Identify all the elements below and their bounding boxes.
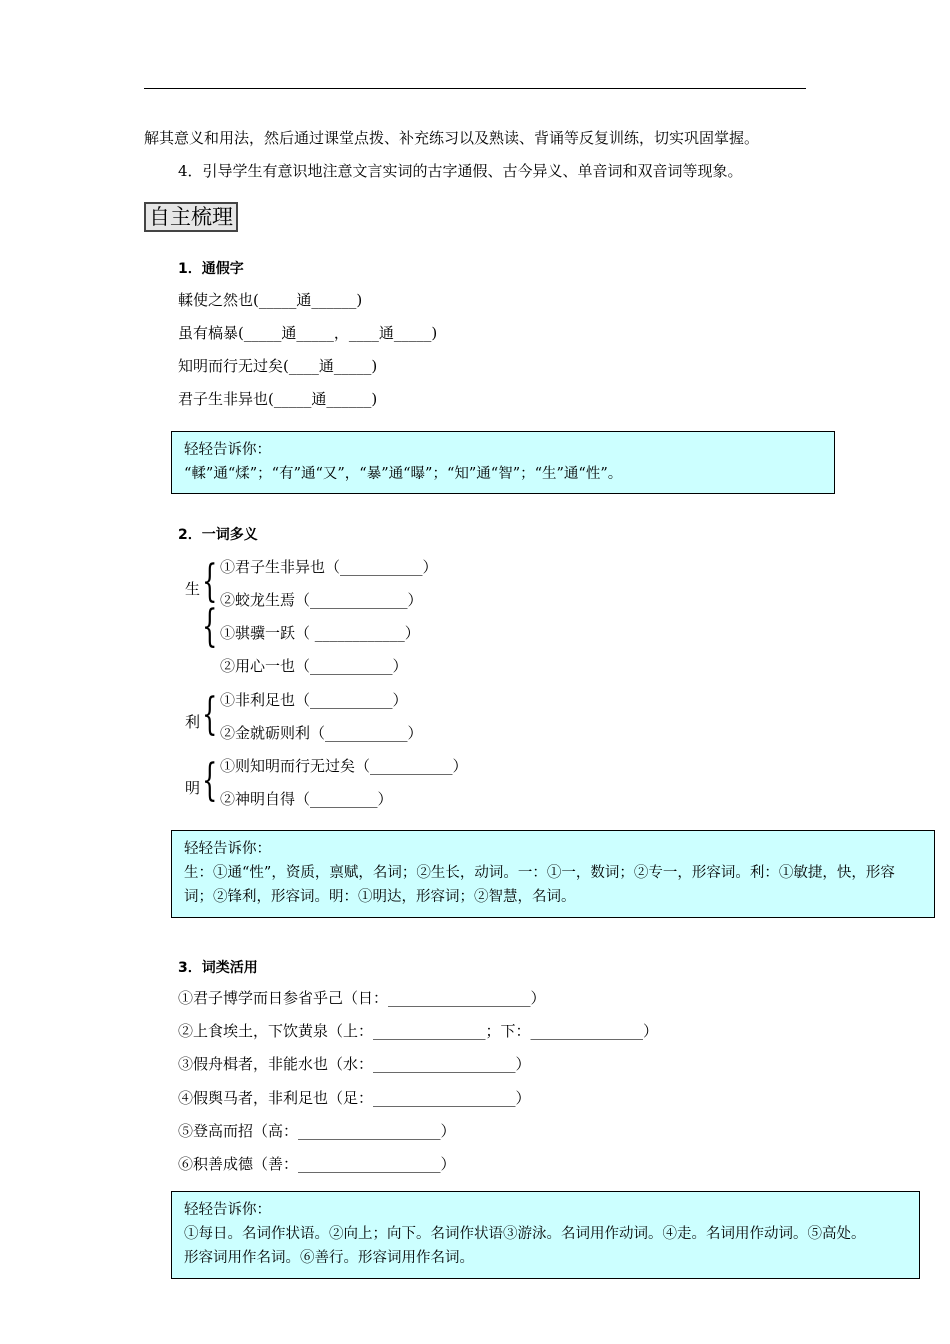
s2-heading: 2．一词多义 [178,527,258,543]
header-rule [144,88,806,89]
s3-item: ②上食埃土，下饮黄泉（上：_______________；下：_______________） [178,1022,659,1040]
brace-icon: { [202,755,218,806]
s3-item: ①君子博学而日参省乎己（日：___________________） [178,989,546,1007]
s1-item: 君子生非异也(_____通______) [178,390,378,408]
s3-item: ⑤登高而招（高：___________________） [178,1122,456,1140]
polysemy-item: ①骐骥一跃（ ____________） [220,624,420,642]
s1-item: 知明而行无过矣(____通_____) [178,357,378,375]
s1-item: 輮使之然也(_____通______) [178,291,363,309]
tip-line: 词；②锋利，形容词。明：①明达，形容词；②智慧，名词。 [184,889,576,905]
polysemy-item: ②神明自得（_________） [220,790,393,808]
polysemy-item: ①则知明而行无过矣（___________） [220,757,468,775]
tip-line: 形容词用作名词。⑥善行。形容词用作名词。 [184,1250,474,1266]
s1-tip-box [171,431,835,494]
intro-line-2: 4．引导学生有意识地注意文言实词的古字通假、古今异义、单音词和双音词等现象。 [178,162,743,180]
polysemy-item: ①非利足也（___________） [220,691,408,709]
polysemy-item: ②金就砺则利（___________） [220,724,423,742]
polysemy-item: ②用心一也（___________） [220,657,408,675]
s1-item: 虽有槁暴(_____通_____，____通_____) [178,324,438,342]
s3-item: ④假舆马者，非利足也（足：___________________） [178,1089,531,1107]
brace-icon: { [202,601,218,652]
polysemy-item: ①君子生非异也（___________） [220,558,438,576]
polysemy-word: 明 [185,779,201,797]
tip-line: “輮”通“煣”；“有”通“又”，“暴”通“曝”；“知”通“智”；“生”通“性”。 [184,466,623,482]
brace-icon: { [202,689,218,740]
s2-tip-box [171,830,935,918]
intro-line-1: 解其意义和用法，然后通过课堂点拨、补充练习以及熟读、背诵等反复训练，切实巩固掌握。 [144,129,760,147]
tip-title: 轻轻告诉你： [184,442,271,458]
s3-tip-box [171,1191,920,1279]
tip-title: 轻轻告诉你： [184,841,271,857]
s3-heading: 3．词类活用 [178,960,258,976]
s3-item: ⑥积善成德（善：___________________） [178,1155,456,1173]
polysemy-word: 生 [185,580,201,598]
polysemy-word: 利 [185,713,201,731]
section-title: 自主梳理 [144,202,238,232]
tip-line: ①每日。名词作状语。②向上；向下。名词作状语③游泳。名词用作动词。④走。名词用作动词。⑤高处。 [184,1226,866,1242]
tip-line: 生：①通“性”，资质，禀赋，名词；②生长，动词。一：①一，数词；②专一，形容词。利：①敏捷，快，形容 [184,865,895,881]
brace-icon: { [202,556,218,607]
s1-heading: 1．通假字 [178,261,244,277]
tip-title: 轻轻告诉你： [184,1202,271,1218]
s3-item: ③假舟楫者，非能水也（水：___________________） [178,1055,531,1073]
polysemy-item: ②蛟龙生焉（_____________） [220,591,423,609]
